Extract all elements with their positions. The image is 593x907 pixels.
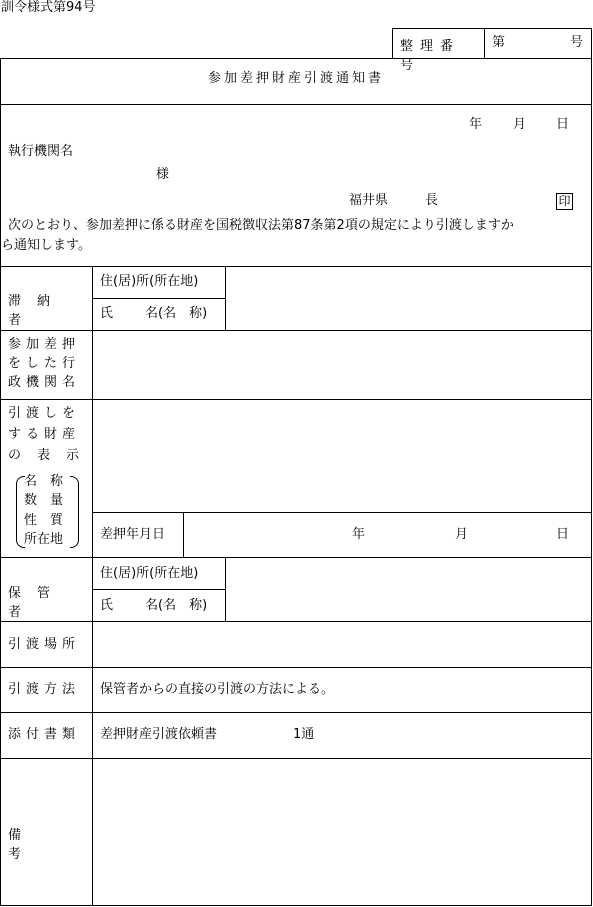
remarks-label [8, 824, 86, 862]
taxpayer-address-label: 住(居)所(所在地) [100, 274, 199, 289]
serial-suffix: 号 [570, 35, 584, 50]
seizure-day: 日 [556, 527, 570, 542]
serial-prefix: 第 [492, 35, 506, 50]
custodian-bottom [0, 621, 592, 622]
taxpayer-name-label-b: 名(名 称) [145, 306, 208, 321]
seizing-agency-label-line3: 政機関名 [8, 375, 81, 390]
agency-label: 執行機関名 [8, 144, 74, 159]
custodian-name-label-b: 名(名 称) [145, 598, 208, 613]
custodian-row-divider [92, 589, 225, 590]
agency-honorific: 様 [156, 167, 170, 182]
title-divider [0, 104, 592, 105]
place-label: 引渡場所 [8, 637, 81, 652]
seizing-agency-bottom [0, 399, 592, 400]
paren-item-location: 所在地 [24, 531, 64, 547]
custodian-name-label-a: 氏 [100, 598, 114, 613]
paren-right [70, 476, 79, 548]
seizing-agency-label [8, 337, 88, 391]
seizure-date-top [92, 512, 592, 513]
property-label-line1: 引渡しを [8, 406, 81, 421]
taxpayer-sublabel-divider [225, 266, 226, 330]
header-divider [0, 266, 592, 267]
seizure-month: 月 [455, 527, 469, 542]
frame-left [0, 58, 1, 906]
date-year: 年 [469, 117, 483, 132]
document-title: 参加差押財産引渡通知書 [207, 71, 384, 86]
property-label [8, 406, 96, 464]
taxpayer-label [8, 290, 86, 328]
frame-right [591, 58, 592, 906]
serial-label-text: 整理番号 [400, 39, 461, 73]
paren-item-nature: 性 質 [24, 512, 64, 528]
seizure-year: 年 [352, 527, 366, 542]
seizure-date-label: 差押年月日 [100, 527, 166, 542]
taxpayer-label-text: 滞納者 [8, 294, 67, 328]
attachments-label: 添付書類 [8, 727, 81, 742]
attachments-count: 1通 [293, 727, 315, 742]
notice-text-line1: 次のとおり、参加差押に係る財産を国税徴収法第87条第2項の規定により引渡しますか [8, 218, 514, 233]
frame-top [0, 58, 592, 59]
property-label-line3: の表示 [8, 448, 96, 463]
taxpayer-bottom [0, 330, 592, 331]
custodian-address-label: 住(居)所(所在地) [100, 566, 199, 581]
serial-box-top [392, 28, 592, 29]
remarks-label-text: 備考 [8, 828, 72, 862]
date-day: 日 [556, 117, 570, 132]
seizing-agency-label-line2: をした行 [8, 356, 81, 371]
place-bottom [0, 667, 592, 668]
property-paren-list [24, 474, 63, 548]
property-bottom [0, 557, 592, 558]
notice-text-line2: ら通知します。 [1, 238, 91, 253]
attachments-value: 差押財産引渡依頼書 [100, 727, 218, 742]
seizing-agency-label-line1: 参加差押 [8, 337, 81, 352]
issuer-chief: 長 [425, 193, 439, 208]
date-month: 月 [513, 117, 527, 132]
serial-box-mid [484, 28, 485, 58]
custodian-label [8, 582, 86, 620]
taxpayer-name-label-a: 氏 [100, 306, 114, 321]
attachments-bottom [0, 758, 592, 759]
method-value: 保管者からの直接の引渡の方法による。 [100, 682, 335, 697]
seal-mark: 印 [556, 193, 573, 210]
form-number: 訓令様式第94号 [1, 0, 96, 15]
paren-item-quantity: 数 量 [24, 493, 64, 509]
paren-item-name: 名 称 [24, 474, 64, 489]
serial-box-right [591, 28, 592, 58]
custodian-sublabel-divider [225, 557, 226, 621]
custodian-label-text: 保管者 [8, 586, 67, 620]
frame-bottom [0, 905, 592, 906]
label-column-divider [92, 266, 93, 906]
taxpayer-row-divider [92, 298, 225, 299]
serial-label [400, 35, 478, 73]
property-label-line2: する財産 [8, 427, 81, 442]
method-label: 引渡方法 [8, 682, 81, 697]
method-bottom [0, 712, 592, 713]
issuer-prefecture: 福井県 [349, 193, 389, 208]
serial-box-left [392, 28, 393, 58]
seizure-date-divider [183, 512, 184, 557]
